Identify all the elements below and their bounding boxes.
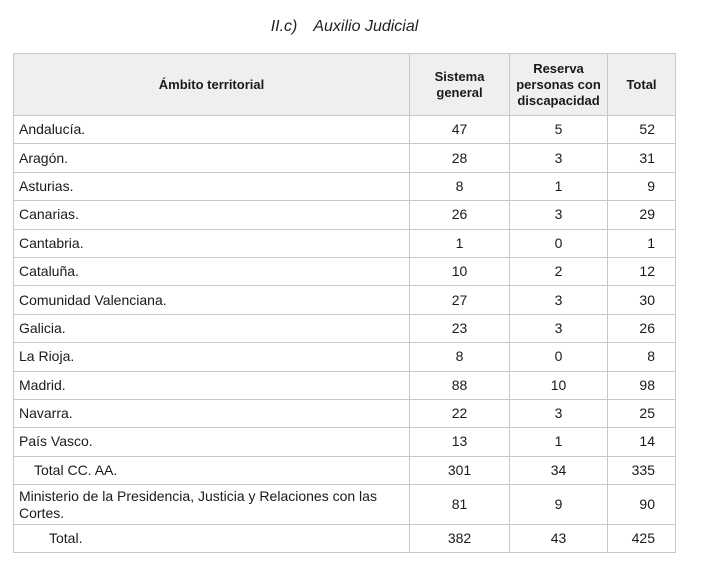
cell-total: 98	[608, 371, 676, 399]
cell-total: 30	[608, 286, 676, 314]
section-name: Auxilio Judicial	[313, 18, 419, 35]
cell-reserve: 2	[510, 257, 608, 285]
table-row	[14, 343, 676, 371]
cell-total: 31	[608, 144, 676, 172]
cell-region: Navarra.	[14, 399, 410, 427]
cell-region: Comunidad Valenciana.	[14, 286, 410, 314]
cell-total: 25	[608, 399, 676, 427]
table-row	[14, 371, 676, 399]
cell-region: Ministerio de la Presidencia, Justicia y Relaciones con las Cortes.	[14, 485, 410, 525]
cell-total: 335	[608, 456, 676, 484]
cell-region: Asturias.	[14, 172, 410, 200]
header-reserve: Reserva personas con discapacidad	[510, 54, 608, 116]
cell-region: Galicia.	[14, 314, 410, 342]
cell-total: 26	[608, 314, 676, 342]
cell-general: 28	[410, 144, 510, 172]
cell-reserve: 3	[510, 144, 608, 172]
section-title	[0, 17, 689, 37]
table-row	[14, 172, 676, 200]
cell-total: 52	[608, 116, 676, 144]
cell-total: 1	[608, 229, 676, 257]
cell-reserve: 3	[510, 286, 608, 314]
cell-reserve: 3	[510, 399, 608, 427]
header-general: Sistema general	[410, 54, 510, 116]
table-row	[14, 229, 676, 257]
cell-total: 425	[608, 525, 676, 553]
cell-reserve: 0	[510, 229, 608, 257]
table-row	[14, 456, 676, 484]
cell-reserve: 0	[510, 343, 608, 371]
cell-region: Madrid.	[14, 371, 410, 399]
table-row	[14, 314, 676, 342]
cell-general: 13	[410, 428, 510, 456]
cell-reserve: 9	[510, 485, 608, 525]
cell-general: 23	[410, 314, 510, 342]
cell-general: 10	[410, 257, 510, 285]
cell-reserve: 1	[510, 428, 608, 456]
section-code: II.c)	[270, 18, 298, 35]
table-row	[14, 116, 676, 144]
cell-general: 88	[410, 371, 510, 399]
table-row	[14, 525, 676, 553]
cell-region: Cataluña.	[14, 257, 410, 285]
table-row	[14, 286, 676, 314]
cell-general: 382	[410, 525, 510, 553]
cell-general: 27	[410, 286, 510, 314]
cell-total: 29	[608, 201, 676, 229]
cell-reserve: 3	[510, 314, 608, 342]
cell-region: Total.	[14, 525, 410, 553]
cell-reserve: 5	[510, 116, 608, 144]
table-row	[14, 428, 676, 456]
cell-general: 8	[410, 343, 510, 371]
cell-total: 90	[608, 485, 676, 525]
cell-region: La Rioja.	[14, 343, 410, 371]
table-row	[14, 144, 676, 172]
cell-general: 26	[410, 201, 510, 229]
cell-general: 8	[410, 172, 510, 200]
cell-reserve: 10	[510, 371, 608, 399]
cell-reserve: 3	[510, 201, 608, 229]
table-row	[14, 399, 676, 427]
cell-region: Total CC. AA.	[14, 456, 410, 484]
cell-general: 47	[410, 116, 510, 144]
cell-region: Cantabria.	[14, 229, 410, 257]
cell-region: Canarias.	[14, 201, 410, 229]
table-row	[14, 485, 676, 525]
cell-general: 81	[410, 485, 510, 525]
cell-total: 8	[608, 343, 676, 371]
header-total: Total	[608, 54, 676, 116]
table-header	[14, 54, 676, 116]
table-body	[14, 116, 676, 553]
cell-total: 12	[608, 257, 676, 285]
vacancies-table	[13, 53, 676, 553]
cell-region: País Vasco.	[14, 428, 410, 456]
table-row	[14, 257, 676, 285]
cell-reserve: 34	[510, 456, 608, 484]
cell-general: 301	[410, 456, 510, 484]
table-row	[14, 201, 676, 229]
cell-general: 1	[410, 229, 510, 257]
cell-region: Andalucía.	[14, 116, 410, 144]
cell-total: 9	[608, 172, 676, 200]
table-header-row	[14, 54, 676, 116]
cell-total: 14	[608, 428, 676, 456]
cell-general: 22	[410, 399, 510, 427]
cell-reserve: 1	[510, 172, 608, 200]
header-region: Ámbito territorial	[14, 54, 410, 116]
cell-reserve: 43	[510, 525, 608, 553]
cell-region: Aragón.	[14, 144, 410, 172]
